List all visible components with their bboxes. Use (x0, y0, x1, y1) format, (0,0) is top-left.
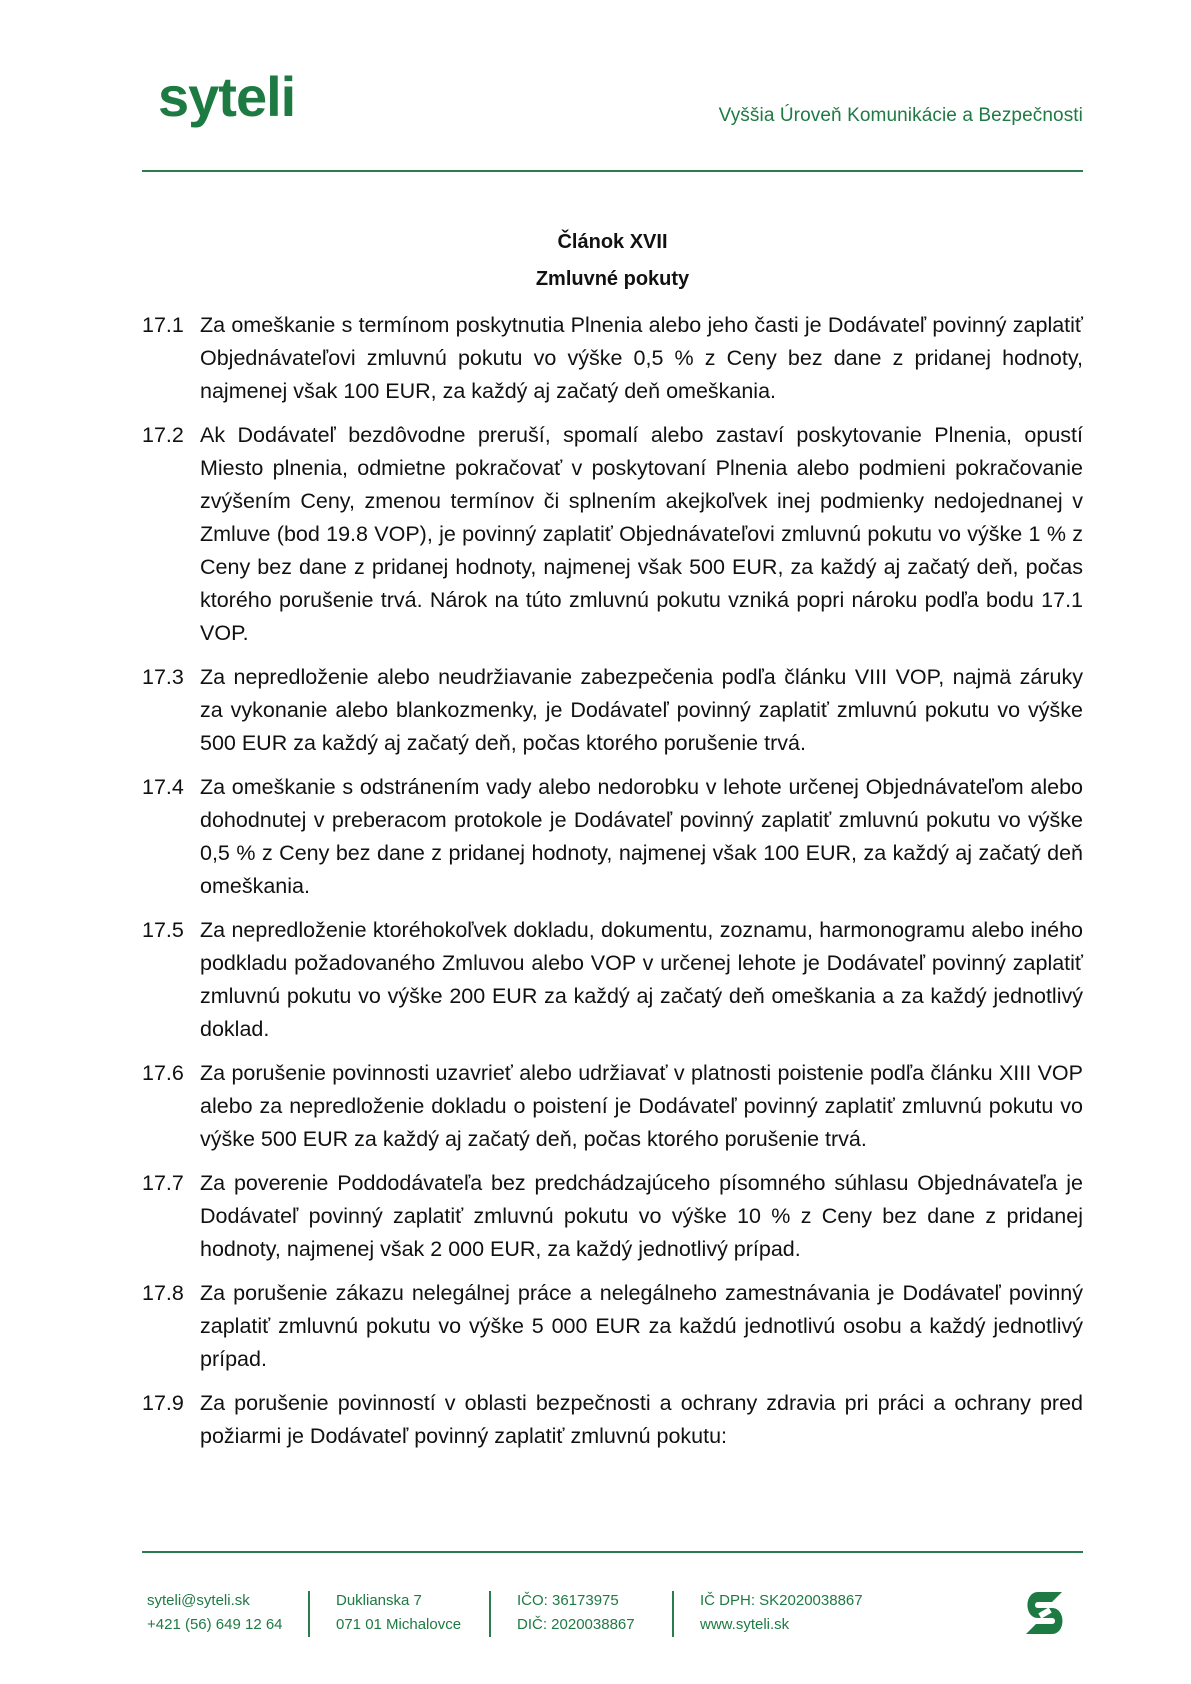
article-number: Článok XVII (557, 231, 668, 253)
clause-17-8 (142, 1277, 1083, 1376)
syteli-logo (158, 70, 348, 140)
syteli-s-icon (1022, 1588, 1068, 1638)
clause-17-3 (142, 661, 1083, 760)
footer-icdph: IČ DPH: SK2020038867 (700, 1592, 863, 1609)
footer-dic: DIČ: 2020038867 (517, 1616, 635, 1633)
footer-divider (142, 1551, 1083, 1553)
header-tagline: Vyššia Úroveň Komunikácie a Bezpečnosti (718, 105, 1083, 126)
article-title: Zmluvné pokuty (535, 268, 690, 290)
clause-17-2 (142, 419, 1083, 650)
clause-number: 17.6 (142, 1061, 184, 1085)
clause-text: Za poverenie Poddodávateľa bez predchádzajúceho písomného súhlasu Objednávateľa je Dodávateľ povinný zaplatiť zmluvnú pokutu vo výške 10 % z Ceny bez dane z pridanej hodnoty, najmenej však 2 000 EUR, za každý jednotlivý prípad. (200, 1171, 1083, 1261)
clause-number: 17.4 (142, 775, 184, 799)
header-divider (142, 170, 1083, 172)
clause-number: 17.2 (142, 423, 184, 447)
footer-contact (147, 1589, 283, 1637)
clause-17-9 (142, 1387, 1083, 1453)
svg-text:syteli: syteli (158, 70, 296, 128)
footer-street: Duklianska 7 (336, 1592, 422, 1609)
clause-text: Za nepredloženie ktoréhokoľvek dokladu, dokumentu, zoznamu, harmonogramu alebo iného podkladu požadovaného Zmluvou alebo VOP v určenej lehote je Dodávateľ povinný zaplatiť zmluvnú pokutu vo výške 200 EUR za každý aj začatý deň omeškania a za každý jednotlivý doklad. (200, 918, 1083, 1041)
clause-text: Za omeškanie s termínom poskytnutia Plnenia alebo jeho časti je Dodávateľ povinný zaplatiť Objednávateľovi zmluvnú pokutu vo výške 0,5 % z Ceny bez dane z pridanej hodnoty, najmenej však 100 EUR, za každý aj začatý deň omeškania. (200, 313, 1083, 403)
footer-address (336, 1589, 461, 1637)
footer-email[interactable]: syteli@syteli.sk (147, 1592, 250, 1609)
clause-17-6 (142, 1057, 1083, 1156)
clause-text: Za omeškanie s odstránením vady alebo nedorobku v lehote určenej Objednávateľom alebo dohodnutej v preberacom protokole je Dodávateľ povinný zaplatiť zmluvnú pokutu vo výške 0,5 % z Ceny bez dane z pridanej hodnoty, najmenej však 100 EUR, za každý aj začatý deň omeškania. (200, 775, 1083, 898)
clause-text: Za porušenie povinnosti uzavrieť alebo udržiavať v platnosti poistenie podľa článku XIII VOP alebo za nepredloženie dokladu o poistení je Dodávateľ povinný zaplatiť zmluvnú pokutu vo výške 500 EUR za každý aj začatý deň, počas ktorého porušenie trvá. (200, 1061, 1083, 1151)
clause-number: 17.8 (142, 1281, 184, 1305)
clause-17-7 (142, 1167, 1083, 1266)
footer-web[interactable]: www.syteli.sk (700, 1616, 790, 1633)
footer-phone: +421 (56) 649 12 64 (147, 1616, 283, 1633)
footer-separator (489, 1591, 491, 1637)
clause-number: 17.9 (142, 1391, 184, 1415)
clause-17-4 (142, 771, 1083, 903)
footer-ico: IČO: 36173975 (517, 1592, 619, 1609)
clause-text: Za nepredloženie alebo neudržiavanie zabezpečenia podľa článku VIII VOP, najmä záruky za vykonanie alebo blankozmenky, je Dodávateľ povinný zaplatiť zmluvnú pokutu vo výške 500 EUR za každý aj začatý deň, počas ktorého porušenie trvá. (200, 665, 1083, 755)
clause-text: Ak Dodávateľ bezdôvodne preruší, spomalí alebo zastaví poskytovanie Plnenia, opustí Miesto plnenia, odmietne pokračovať v poskytovaní Plnenia alebo podmieni pokračovanie zvýšením Ceny, zmenou termínov či splnením akejkoľvek inej podmienky nedojednanej v Zmluve (bod 19.8 VOP), je povinný zaplatiť Objednávateľovi zmluvnú pokutu vo výške 1 % z Ceny bez dane z pridanej hodnoty, najmenej však 500 EUR, za každý aj začatý deň, počas ktorého porušenie trvá. Nárok na túto zmluvnú pokutu vzniká popri nároku podľa bodu 17.1 VOP. (200, 423, 1083, 645)
clause-text: Za porušenie zákazu nelegálnej práce a nelegálneho zamestnávania je Dodávateľ povinný zaplatiť zmluvnú pokutu vo výške 5 000 EUR za každú jednotlivú osobu a každý jednotlivý prípad. (200, 1281, 1083, 1371)
clause-text: Za porušenie povinností v oblasti bezpečnosti a ochrany zdravia pri práci a ochrany pred požiarmi je Dodávateľ povinný zaplatiť zmluvnú pokutu: (200, 1391, 1083, 1448)
clause-17-5 (142, 914, 1083, 1046)
clause-number: 17.7 (142, 1171, 184, 1195)
footer-separator (672, 1591, 674, 1637)
footer-vat-web (700, 1589, 863, 1637)
clause-number: 17.5 (142, 918, 184, 942)
clauses-list (142, 309, 1083, 1464)
clause-17-1 (142, 309, 1083, 408)
clause-number: 17.1 (142, 313, 184, 337)
clause-number: 17.3 (142, 665, 184, 689)
footer-ids (517, 1589, 635, 1637)
footer-city: 071 01 Michalovce (336, 1616, 462, 1633)
footer-separator (308, 1591, 310, 1637)
